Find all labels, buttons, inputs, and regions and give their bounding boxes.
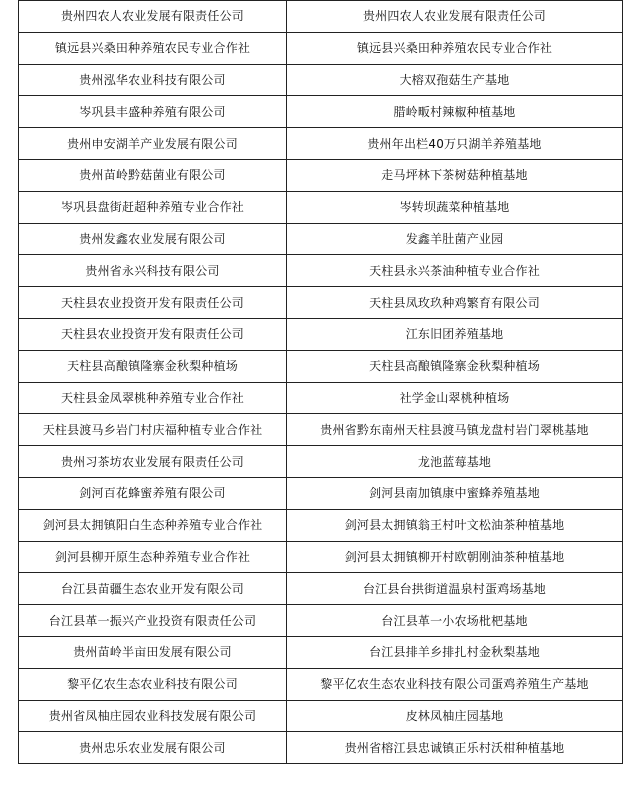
base-cell: 台江县革一小农场枇杷基地 [287, 605, 623, 637]
company-cell: 贵州苗岭黔菇菌业有限公司 [19, 159, 287, 191]
company-base-table [18, 0, 623, 764]
table-row [19, 700, 623, 732]
table-row [19, 128, 623, 160]
base-cell: 贵州年出栏40万只湖羊养殖基地 [287, 128, 623, 160]
table-row [19, 350, 623, 382]
table-row [19, 255, 623, 287]
company-cell: 镇远县兴桑田种养殖农民专业合作社 [19, 32, 287, 64]
company-cell: 台江县苗疆生态农业开发有限公司 [19, 573, 287, 605]
company-cell: 天柱县金凤翠桃种养殖专业合作社 [19, 382, 287, 414]
company-cell: 岑巩县盘街赶超种养殖专业合作社 [19, 191, 287, 223]
company-cell: 黎平亿农生态农业科技有限公司 [19, 668, 287, 700]
table-body [19, 1, 623, 764]
company-cell: 岑巩县丰盛种养殖有限公司 [19, 96, 287, 128]
table-row [19, 732, 623, 764]
company-cell: 贵州泓华农业科技有限公司 [19, 64, 287, 96]
base-cell: 腊岭畈村辣椒种植基地 [287, 96, 623, 128]
company-cell: 贵州省凤柚庄园农业科技发展有限公司 [19, 700, 287, 732]
base-cell: 皮林凤柚庄园基地 [287, 700, 623, 732]
base-cell: 龙池蓝莓基地 [287, 446, 623, 478]
table-row [19, 223, 623, 255]
base-cell: 江东旧团养殖基地 [287, 318, 623, 350]
table-row [19, 96, 623, 128]
company-cell: 贵州忠乐农业发展有限公司 [19, 732, 287, 764]
base-cell: 走马坪林下茶树菇种植基地 [287, 159, 623, 191]
base-cell: 贵州省榕江县忠诚镇正乐村沃柑种植基地 [287, 732, 623, 764]
table-row [19, 414, 623, 446]
base-cell: 天柱县凤玫玖种鸡繁育有限公司 [287, 287, 623, 319]
table-row [19, 32, 623, 64]
table-row [19, 287, 623, 319]
company-cell: 天柱县高酿镇隆寨金秋梨种植场 [19, 350, 287, 382]
company-cell: 贵州习茶坊农业发展有限责任公司 [19, 446, 287, 478]
table-row [19, 446, 623, 478]
table-row [19, 159, 623, 191]
base-cell: 大榕双孢菇生产基地 [287, 64, 623, 96]
base-cell: 贵州四农人农业发展有限责任公司 [287, 1, 623, 33]
base-cell: 发鑫羊肚菌产业园 [287, 223, 623, 255]
table-row [19, 191, 623, 223]
company-cell: 剑河百花蜂蜜养殖有限公司 [19, 477, 287, 509]
base-cell: 天柱县高酿镇隆寨金秋梨种植场 [287, 350, 623, 382]
table-row [19, 64, 623, 96]
company-cell: 贵州申安湖羊产业发展有限公司 [19, 128, 287, 160]
company-cell: 天柱县渡马乡岩门村庆福种植专业合作社 [19, 414, 287, 446]
company-cell: 贵州发鑫农业发展有限公司 [19, 223, 287, 255]
table-row [19, 1, 623, 33]
company-cell: 剑河县太拥镇阳白生态种养殖专业合作社 [19, 509, 287, 541]
document-page [18, 0, 622, 792]
company-cell: 台江县革一振兴产业投资有限责任公司 [19, 605, 287, 637]
company-cell: 贵州苗岭半亩田发展有限公司 [19, 636, 287, 668]
base-cell: 黎平亿农生态农业科技有限公司蛋鸡养殖生产基地 [287, 668, 623, 700]
base-cell: 天柱县永兴茶油种植专业合作社 [287, 255, 623, 287]
base-cell: 社学金山翠桃种植场 [287, 382, 623, 414]
company-cell: 天柱县农业投资开发有限责任公司 [19, 287, 287, 319]
company-cell: 贵州省永兴科技有限公司 [19, 255, 287, 287]
table-row [19, 477, 623, 509]
table-row [19, 636, 623, 668]
table-row [19, 605, 623, 637]
table-row [19, 668, 623, 700]
company-cell: 天柱县农业投资开发有限责任公司 [19, 318, 287, 350]
company-cell: 贵州四农人农业发展有限责任公司 [19, 1, 287, 33]
base-cell: 台江县排羊乡排扎村金秋梨基地 [287, 636, 623, 668]
table-row [19, 509, 623, 541]
base-cell: 镇远县兴桑田种养殖农民专业合作社 [287, 32, 623, 64]
base-cell: 台江县台拱街道温泉村蛋鸡场基地 [287, 573, 623, 605]
company-cell: 剑河县柳开原生态种养殖专业合作社 [19, 541, 287, 573]
table-row [19, 318, 623, 350]
base-cell: 剑河县南加镇康中蜜蜂养殖基地 [287, 477, 623, 509]
table-row [19, 382, 623, 414]
base-cell: 剑河县太拥镇柳开村欧朝刚油茶种植基地 [287, 541, 623, 573]
base-cell: 贵州省黔东南州天柱县渡马镇龙盘村岩门翠桃基地 [287, 414, 623, 446]
table-row [19, 541, 623, 573]
table-row [19, 573, 623, 605]
base-cell: 岑转坝蔬菜种植基地 [287, 191, 623, 223]
base-cell: 剑河县太拥镇翁王村叶文松油茶种植基地 [287, 509, 623, 541]
